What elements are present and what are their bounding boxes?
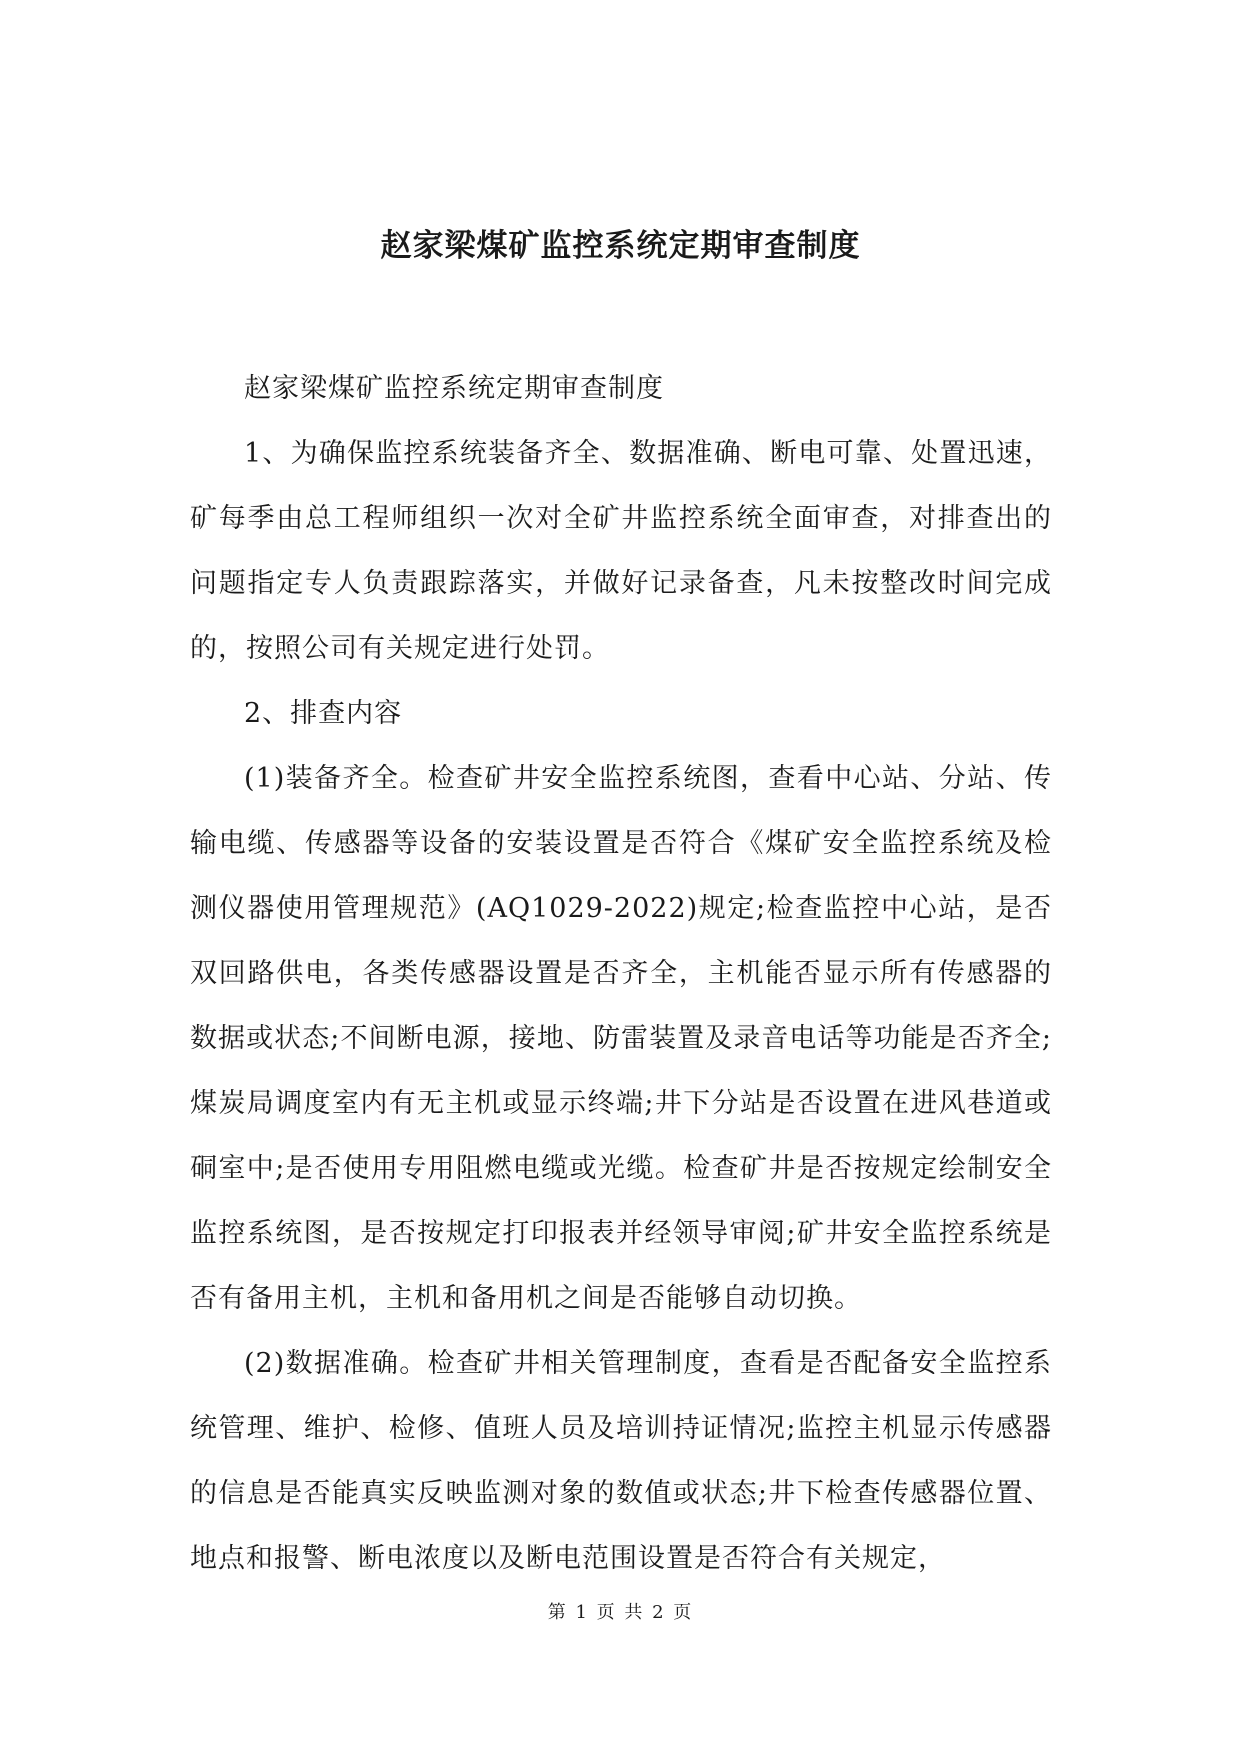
paragraph-equipment: (1)装备齐全。检查矿井安全监控系统图，查看中心站、分站、传输电缆、传感器等设备的安装设置是否符合《煤矿安全监控系统及检测仪器使用管理规范》(AQ1029-2022)规定;检查监控中心站，是否双回路供电，各类传感器设置是否齐全，主机能否显示所有传感器的数据或状态;不间断电源，接地、防雷装置及录音电话等功能是否齐全;煤炭局调度室内有无主机或显示终端;井下分站是否设置在进风巷道或硐室中;是否使用专用阻燃电缆或光缆。检查矿井是否按规定绘制安全监控系统图，是否按规定打印报表并经领导审阅;矿井安全监控系统是否有备用主机，主机和备用机之间是否能够自动切换。	[190, 763, 1052, 1314]
page-number-footer: 第 1 页 共 2 页	[547, 1602, 694, 1623]
paragraph-1: 1、为确保监控系统装备齐全、数据准确、断电可靠、处置迅速，矿每季由总工程师组织一次对全矿井监控系统全面审查，对排查出的问题指定专人负责跟踪落实，并做好记录备查，凡未按整改时间完成的，按照公司有关规定进行处罚。	[190, 438, 1052, 664]
document-body	[190, 356, 1052, 1591]
paragraph-section-2: 2、排查内容	[244, 698, 403, 729]
paragraph-heading: 赵家梁煤矿监控系统定期审查制度	[244, 373, 664, 404]
paragraph-data-accuracy: (2)数据准确。检查矿井相关管理制度，查看是否配备安全监控系统管理、维护、检修、值班人员及培训持证情况;监控主机显示传感器的信息是否能真实反映监测对象的数值或状态;井下检查传感器位置、地点和报警、断电浓度以及断电范围设置是否符合有关规定，	[190, 1348, 1052, 1574]
document-title: 赵家梁煤矿监控系统定期审查制度	[380, 228, 861, 264]
